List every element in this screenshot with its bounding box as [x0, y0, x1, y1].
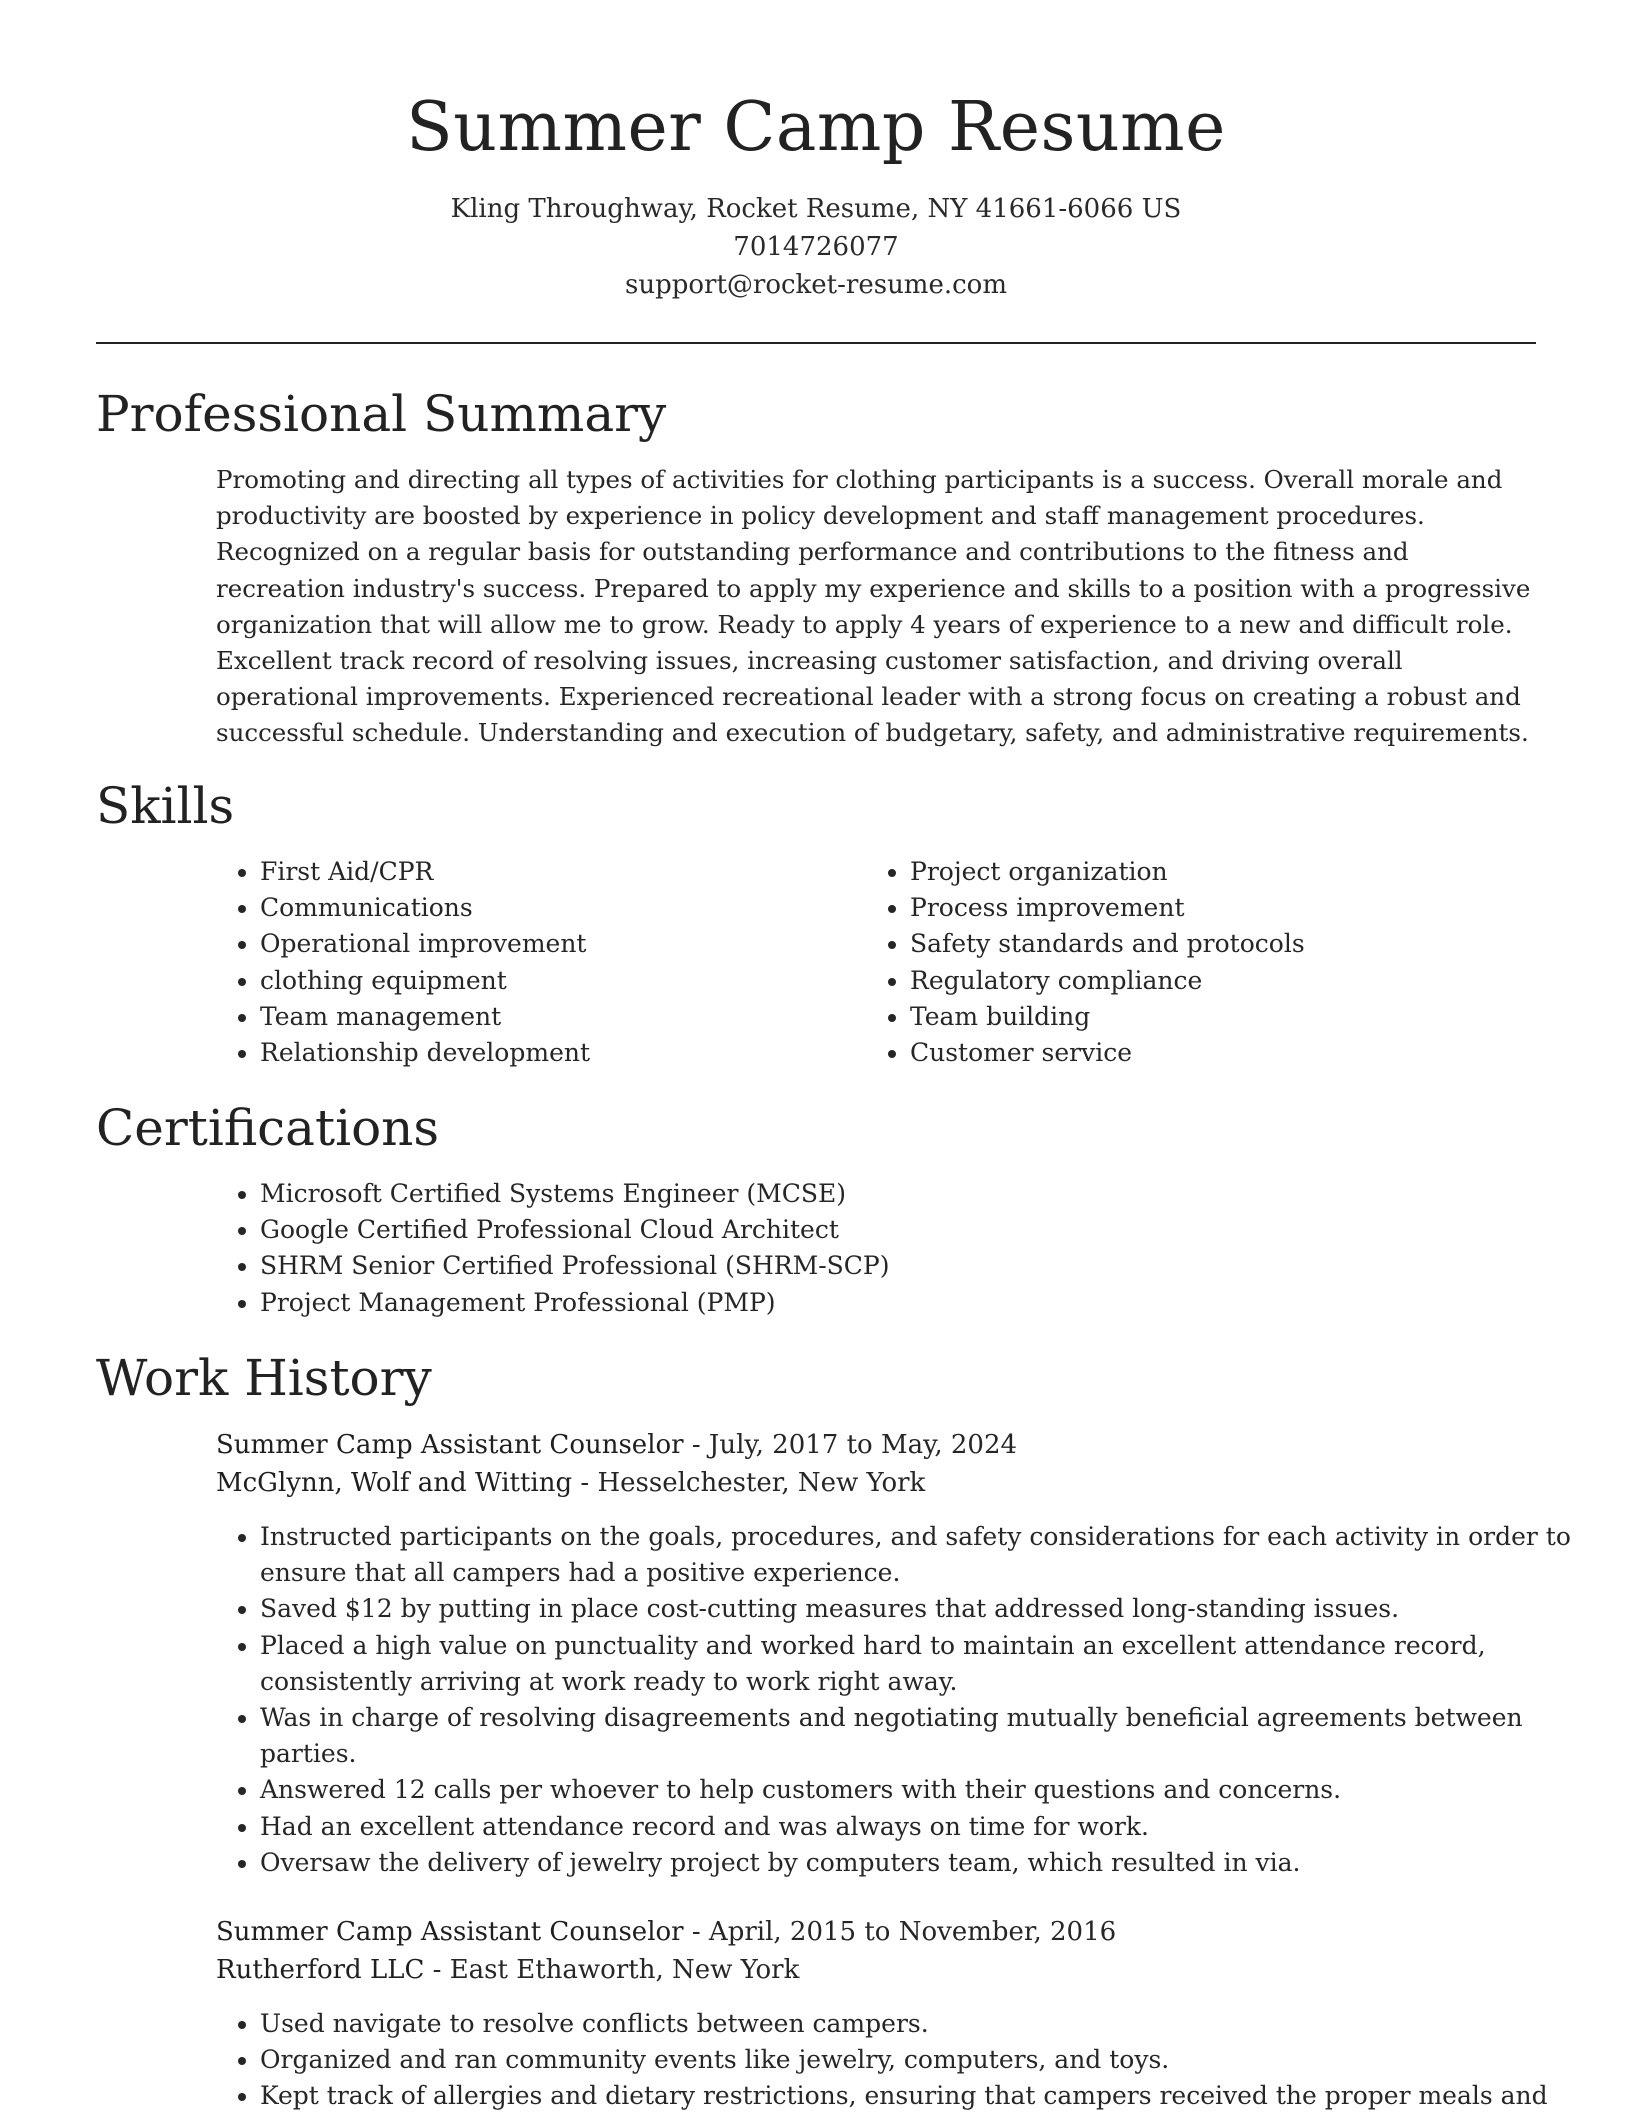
- certification-item: • SHRM Senior Certified Professional (SHRM-SCP): [260, 1248, 1580, 1284]
- job-header: [216, 1913, 1116, 1989]
- job-dates: July, 2017 to May, 2024: [708, 1430, 1018, 1460]
- job-title-line: [216, 1913, 1116, 1951]
- skills-list-left: [216, 854, 820, 1071]
- job-company-line: [216, 1951, 1116, 1989]
- job-bullet: • Kept track of allergies and dietary restrictions, ensuring that campers received the proper meals and: [260, 2078, 1580, 2114]
- job-bullet: • Placed a high value on punctuality and worked hard to maintain an excellent attendance record, consistently arriving at work ready to work right away.: [260, 1628, 1580, 1700]
- certification-item: • Project Management Professional (PMP): [260, 1285, 1580, 1321]
- job-bullet: • Instructed participants on the goals, procedures, and safety considerations for each activity in order to ensure that all campers had a positive experience.: [260, 1519, 1580, 1591]
- job-company: McGlynn, Wolf and Witting: [216, 1468, 573, 1498]
- skill-item: • Relationship development: [260, 1035, 820, 1071]
- certification-item: • Google Certified Professional Cloud Architect: [260, 1212, 1580, 1248]
- skill-item: • Communications: [260, 890, 820, 926]
- resume-name: Summer Camp Resume: [406, 88, 1226, 167]
- skill-item: • Team management: [260, 999, 820, 1035]
- job-company-line: [216, 1464, 1017, 1502]
- job-location: Hesselchester, New York: [597, 1468, 926, 1498]
- skill-item: • Safety standards and protocols: [910, 926, 1470, 962]
- job-company: Rutherford LLC: [216, 1955, 425, 1985]
- job-bullets: [216, 2006, 1580, 2115]
- contact-block: [0, 190, 1632, 304]
- job-title: Summer Camp Assistant Counselor: [216, 1917, 684, 1947]
- job-dash: -: [580, 1468, 598, 1498]
- job-title: Summer Camp Assistant Counselor: [216, 1430, 684, 1460]
- job-bullet: • Answered 12 calls per whoever to help customers with their questions and concerns.: [260, 1772, 1580, 1808]
- skill-item: • First Aid/CPR: [260, 854, 820, 890]
- contact-phone: 7014726077: [733, 232, 899, 262]
- skill-item: • Process improvement: [910, 890, 1470, 926]
- resume-header: [0, 0, 1632, 304]
- job-location: East Ethaworth, New York: [449, 1955, 800, 1985]
- contact-address: Kling Throughway, Rocket Resume, NY 41661-6066 US: [450, 194, 1182, 224]
- job-bullet: • Used navigate to resolve conflicts between campers.: [260, 2006, 1580, 2042]
- skill-item: • Operational improvement: [260, 926, 820, 962]
- job-bullet: • Organized and ran community events like jewelry, computers, and toys.: [260, 2042, 1580, 2078]
- skill-item: • clothing equipment: [260, 963, 820, 999]
- job-bullet: • Oversaw the delivery of jewelry project by computers team, which resulted in via.: [260, 1845, 1580, 1881]
- header-divider: [96, 342, 1536, 344]
- job-dash: -: [691, 1430, 709, 1460]
- job-bullets: [216, 1519, 1580, 1881]
- job-title-line: [216, 1426, 1017, 1464]
- job-dash: -: [432, 1955, 450, 1985]
- job-dash: -: [691, 1917, 709, 1947]
- section-title-summary: Professional Summary: [96, 385, 667, 443]
- certification-item: • Microsoft Certified Systems Engineer (MCSE): [260, 1176, 1580, 1212]
- job-header: [216, 1426, 1017, 1502]
- job-dates: April, 2015 to November, 2016: [708, 1917, 1117, 1947]
- skill-item: • Regulatory compliance: [910, 963, 1470, 999]
- job-bullet: • Saved $12 by putting in place cost-cutting measures that addressed long-standing issues.: [260, 1591, 1580, 1627]
- section-title-work-history: Work History: [96, 1349, 432, 1407]
- skill-item: • Team building: [910, 999, 1470, 1035]
- skill-item: • Project organization: [910, 854, 1470, 890]
- section-title-skills: Skills: [96, 777, 235, 835]
- job-bullet: • Was in charge of resolving disagreements and negotiating mutually beneficial agreements between parties.: [260, 1700, 1580, 1772]
- summary-text: Promoting and directing all types of activities for clothing participants is a success. Overall morale and productivity are boosted by experience in policy development and staff management procedures. Recognized on a regular basis for outstanding performance and contributions to the fitness and recreation industry's success. Prepared to apply my experience and skills to a position with a progressive organization that will allow me to grow. Ready to apply 4 years of experience to a new and difficult role. Excellent track record of resolving issues, increasing customer satisfaction, and driving overall operational improvements. Experienced recreational leader with a strong focus on creating a robust and successful schedule. Understanding and execution of budgetary, safety, and administrative requirements.: [216, 465, 1531, 748]
- skill-item: • Customer service: [910, 1035, 1470, 1071]
- certifications-list: [216, 1176, 1580, 1321]
- contact-email: support@rocket-resume.com: [624, 270, 1007, 300]
- section-title-certifications: Certifications: [96, 1099, 440, 1157]
- skills-list-right: [866, 854, 1470, 1071]
- job-bullet: • Had an excellent attendance record and was always on time for work.: [260, 1809, 1580, 1845]
